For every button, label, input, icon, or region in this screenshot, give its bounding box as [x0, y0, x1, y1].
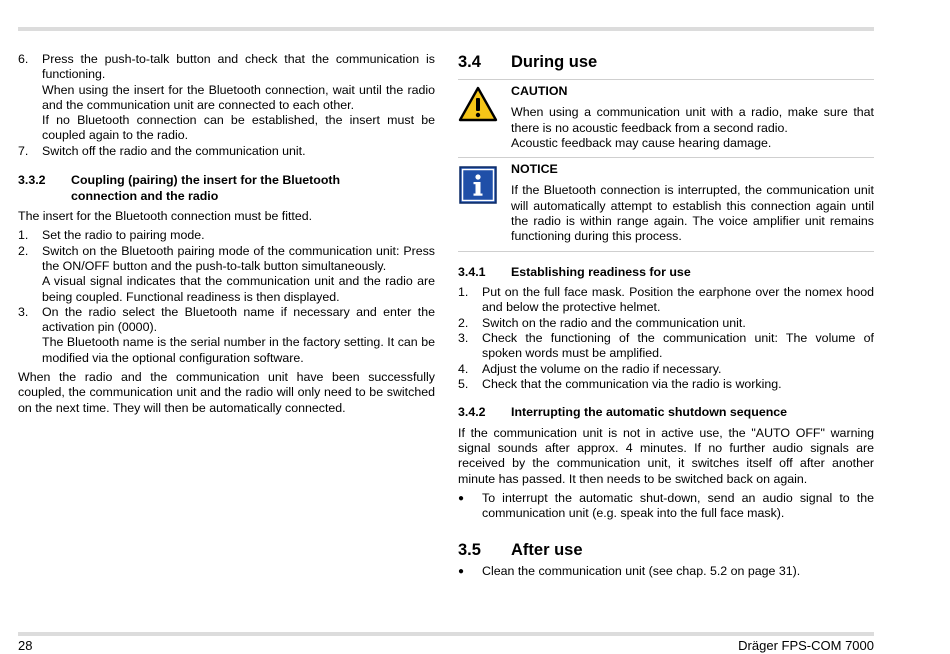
- page-number: 28: [18, 638, 33, 653]
- bullet-item: [458, 564, 874, 579]
- bullet-icon: ●: [458, 492, 465, 504]
- section-heading-3-3-2: [18, 173, 435, 204]
- bullet-item: [458, 491, 874, 522]
- paragraph: If the communication unit is not in active use, the "AUTO OFF" warning signal sounds after approx. 4 minutes. If no further audio signals are received by the communication unit, it switches itself off after another minute has passed. It then needs to be switched back on again.: [458, 425, 874, 486]
- list-item: [458, 377, 874, 392]
- list-text: The Bluetooth name is the serial number in the factory setting. It can be modified via the optional configuration software.: [42, 335, 435, 365]
- section-title: During use: [511, 53, 598, 71]
- list-item: [18, 244, 435, 305]
- bullet-text: To interrupt the automatic shut-down, send an audio signal to the communication unit (e.g. speak into the full face mask).: [482, 490, 874, 521]
- list-number: 4.: [458, 361, 469, 376]
- list-item: [458, 331, 874, 362]
- list-text: Check the functioning of the communication unit: The volume of spoken words must be amplified.: [482, 331, 874, 361]
- list-text: Set the radio to pairing mode.: [42, 228, 205, 243]
- section-title: Coupling (pairing) the insert for the Bluetooth connection and the radio: [71, 173, 341, 203]
- list-text: Switch on the Bluetooth pairing mode of the communication unit: Press the ON/OFF button and the push-to-talk button simultaneously.: [42, 243, 435, 273]
- section-heading-3-4-2: [458, 405, 874, 421]
- list-item: [18, 305, 435, 366]
- section-title: Interrupting the automatic shutdown sequence: [511, 405, 788, 420]
- bottom-rule: [18, 632, 874, 636]
- list-number: 7.: [18, 143, 29, 158]
- caution-box: [458, 79, 874, 158]
- section-number: 3.4.2: [458, 405, 486, 420]
- bullet-icon: ●: [458, 565, 465, 577]
- list-text: Adjust the volume on the radio if necessary.: [482, 361, 722, 376]
- list-text: Switch off the radio and the communication unit.: [42, 143, 306, 158]
- list-item: [458, 285, 874, 316]
- caution-title: CAUTION: [511, 84, 568, 98]
- notice-title: NOTICE: [511, 162, 558, 177]
- section-heading-3-5: [458, 540, 874, 560]
- section-number: 3.5: [458, 540, 481, 559]
- section-title: After use: [511, 540, 583, 559]
- list-item: [18, 228, 435, 243]
- list-item: [18, 144, 435, 159]
- list-number: 3.: [458, 331, 469, 346]
- section-title: Establishing readiness for use: [511, 264, 691, 279]
- list-number: 2.: [458, 315, 469, 330]
- warning-triangle-icon: [458, 86, 498, 122]
- list-item: [458, 316, 874, 331]
- list-text: On the radio select the Bluetooth name if necessary and enter the activation pin (0000).: [42, 304, 435, 335]
- list-number: 3.: [18, 304, 29, 319]
- caution-text: Acoustic feedback may cause hearing damage.: [511, 135, 772, 150]
- top-rule: [18, 27, 874, 31]
- info-icon: [459, 166, 497, 204]
- closing-paragraph: When the radio and the communication unit have been successfully coupled, the communication unit and the radio will only need to be switched on the next time. They will then be automatically connected.: [18, 370, 435, 415]
- notice-box: [458, 158, 874, 251]
- section-heading-3-4-1: [458, 265, 874, 281]
- list-text: Check that the communication via the radio is working.: [482, 376, 782, 391]
- section-heading-3-4: [458, 52, 874, 72]
- list-text: If no Bluetooth connection can be established, the insert must be coupled again to the radio.: [42, 113, 435, 143]
- list-item: [458, 362, 874, 377]
- product-name: Dräger FPS-COM 7000: [738, 638, 874, 653]
- section-number: 3.4: [458, 53, 481, 71]
- list-text: Press the push-to-talk button and check that the communication is functioning.: [42, 52, 435, 82]
- section-number: 3.4.1: [458, 264, 486, 279]
- page-footer: [18, 638, 874, 653]
- list-number: 1.: [18, 228, 29, 243]
- bullet-text: Clean the communication unit (see chap. 5.2 on page 31).: [482, 563, 801, 578]
- right-column: [458, 52, 874, 579]
- list-text: A visual signal indicates that the communication unit and the radio are being coupled. Functional readiness is then displayed.: [42, 274, 435, 304]
- notice-text: If the Bluetooth connection is interrupted, the communication unit will automatically attempt to establish this connection again until the radio is within range again. The voice amplifier unit remains functioning during this process.: [511, 183, 874, 244]
- list-text: Put on the full face mask. Position the earphone over the nomex hood and below the protective helmet.: [482, 285, 874, 315]
- list-number: 5.: [458, 376, 469, 391]
- section-number: 3.3.2: [18, 173, 46, 188]
- intro-text: The insert for the Bluetooth connection must be fitted.: [18, 209, 313, 224]
- list-number: 1.: [458, 285, 469, 300]
- list-number: 2.: [18, 243, 29, 258]
- list-text: When using the insert for the Bluetooth connection, wait until the radio and the communication unit are connected to each other.: [42, 82, 435, 112]
- list-number: 6.: [18, 52, 29, 66]
- list-text: Switch on the radio and the communication unit.: [482, 315, 746, 330]
- list-item: [18, 52, 435, 144]
- left-column: [18, 52, 435, 416]
- caution-text: When using a communication unit with a radio, make sure that there is no acoustic feedback from a second radio.: [511, 105, 874, 135]
